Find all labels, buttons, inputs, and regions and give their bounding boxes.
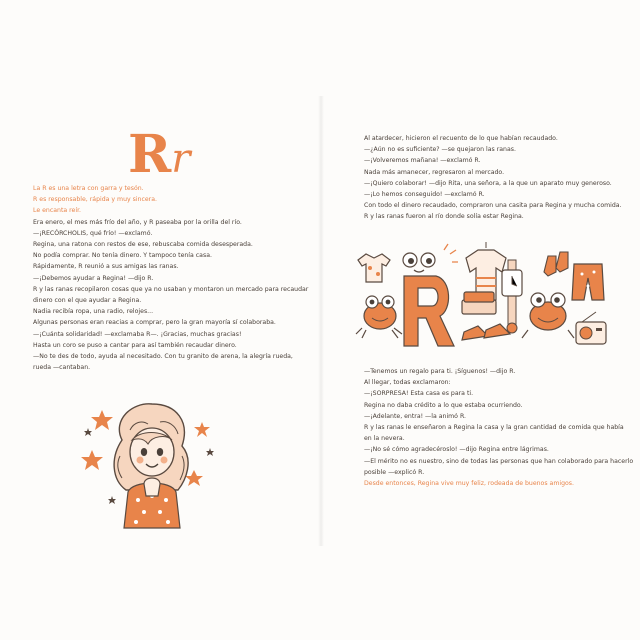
story-line: No podía comprar. No tenía dinero. Y tampoco tenía casa. [33, 252, 212, 260]
shirt-icon [358, 254, 390, 282]
story-line: —¡RECÓRCHOLIS, qué frío! —exclamó. [33, 229, 153, 237]
story-line: posible —explicó R. [364, 468, 425, 476]
left-story-text [33, 183, 309, 373]
right-story-text-bottom [364, 366, 634, 489]
big-uppercase-letter: R [128, 124, 170, 185]
story-line: —¡Debemos ayudar a Regina! —dijo R. [33, 274, 154, 282]
story-line: en la nevera. [364, 435, 405, 443]
market-items-with-letter-r-icon [352, 242, 610, 354]
story-line: Con todo el dinero recaudado, compraron una casita para Regina y mucha comida. [364, 202, 622, 210]
story-line: Nadia recibía ropa, una radio, relojes... [33, 308, 154, 316]
watch-icon [502, 260, 522, 333]
story-line: —¡Cuánta solidaridad! —exclamaba R—. ¡Gracias, muchas gracias! [33, 330, 242, 338]
frog-icon [356, 296, 402, 338]
story-line: —¡Lo hemos conseguido! —exclamó R. [364, 191, 485, 199]
story-line: La R es una letra con garra y tesón. [33, 185, 144, 192]
story-line: Al llegar, todas exclamaron: [364, 379, 451, 387]
story-line: Hasta un coro se puso a cantar para así también recaudar dinero. [33, 341, 237, 349]
story-line: —Tenemos un regalo para ti. ¡Síguenos! —dijo R. [364, 368, 516, 375]
frog-icon [522, 293, 574, 338]
big-lowercase-letter: r [171, 136, 191, 182]
story-line: R es responsable, rápida y muy sincera. [33, 196, 157, 204]
story-line: —¿Aún no es suficiente? —se quejaron las ranas. [364, 146, 516, 154]
story-line: —¡No sé cómo agradecéroslo! —dijo Regina entre lágrimas. [364, 446, 549, 454]
hanging-shirt-icon [466, 242, 506, 300]
story-line: —El mérito no es nuestro, sino de todas las personas que han colaborado para hacerlo [364, 457, 634, 465]
story-line: rueda —cantaban. [33, 364, 91, 372]
story-line: —¡Adelante, entra! —la animó R. [364, 412, 466, 420]
socks-icon [544, 252, 568, 276]
girl-with-stars-icon [82, 400, 222, 530]
big-letter-heading [128, 124, 190, 185]
story-line: Nada más amanecer, regresaron al mercado. [364, 168, 505, 176]
radio-icon [576, 312, 606, 344]
story-line: Le encanta reír. [33, 207, 82, 215]
right-story-text-top [364, 133, 622, 223]
story-line: dinero con el que ayudar a Regina. [33, 297, 142, 305]
story-line: Era enero, el mes más frío del año, y R paseaba por la orilla del río. [33, 218, 242, 226]
story-line: Rápidamente, R reunió a sus amigas las ranas. [33, 263, 179, 271]
story-line: —¡Volveremos mañana! —exclamó R. [364, 157, 481, 165]
story-line: Algunas personas eran reacias a comprar, pero la gran mayoría sí colaboraba. [33, 319, 276, 327]
story-line: —¡Quiero colaborar! —dijo Rita, una señora, a la que un aparato muy generoso. [364, 179, 612, 187]
shoes-icon [462, 324, 510, 340]
story-line: —¡SORPRESA! Esta casa es para ti. [364, 390, 474, 398]
story-line: Desde entonces, Regina vive muy feliz, rodeada de buenos amigos. [364, 480, 574, 488]
story-line: R y las ranas fueron al río donde solía estar Regina. [364, 213, 524, 221]
story-line: Al atardecer, hicieron el recuento de lo que habían recaudado. [364, 135, 558, 142]
story-line: —No te des de todo, ayuda al necesitado. Con tu granito de arena, la alegría rueda, [33, 353, 293, 361]
folded-clothes-icon [462, 292, 496, 314]
pants-icon [572, 264, 604, 300]
big-r-character-icon [403, 244, 458, 346]
story-line: R y las ranas recopilaron cosas que ya no usaban y montaron un mercado para recaudar [33, 285, 309, 293]
story-line: Regina, una ratona con restos de ese, rebuscaba comida desesperada. [33, 241, 253, 249]
story-line: Regina no daba crédito a lo que estaba ocurriendo. [364, 401, 523, 409]
story-line: R y las ranas le enseñaron a Regina la casa y la gran cantidad de comida que había [364, 424, 624, 432]
